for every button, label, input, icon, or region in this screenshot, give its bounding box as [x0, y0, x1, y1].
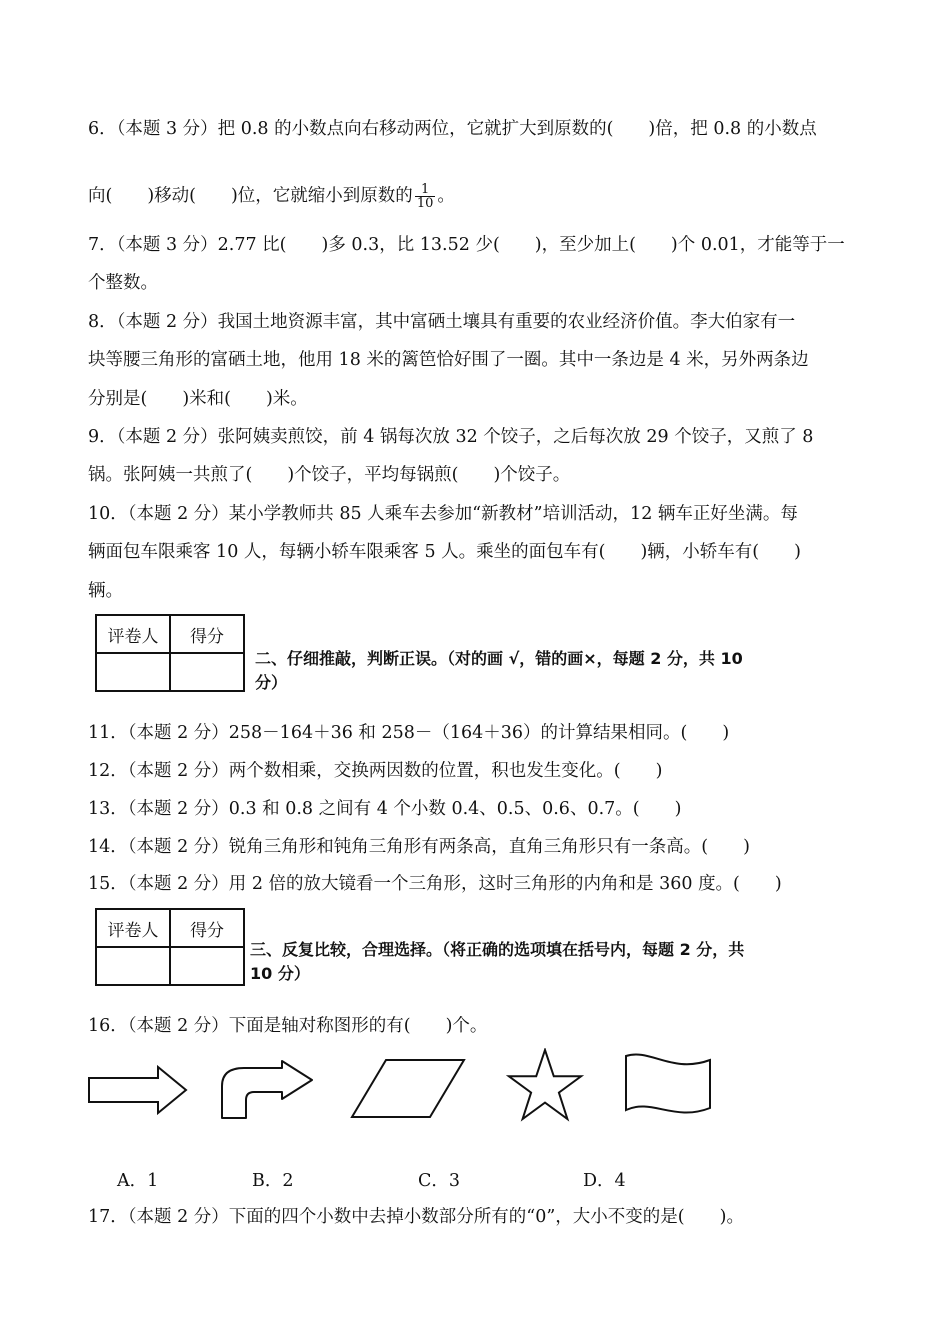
score-label: 得分	[170, 909, 244, 947]
q8-line1: 8．（本题 2 分）我国土地资源丰富，其中富硒土壤具有重要的农业经济价值。李大伯家有一	[88, 312, 796, 332]
score-cell	[170, 947, 244, 985]
score-cell	[170, 653, 244, 691]
q6-line2-end: 。	[437, 186, 455, 206]
q10-line2: 辆面包车限乘客 10 人，每辆小轿车限乘客 5 人。乘坐的面包车有( )辆，小轿车有( )	[88, 542, 801, 562]
q14: 14．（本题 2 分）锐角三角形和钝角三角形有两条高，直角三角形只有一条高。( )	[88, 837, 750, 857]
section2-title	[255, 647, 743, 695]
q12: 12．（本题 2 分）两个数相乘，交换两因数的位置，积也发生变化。( )	[88, 761, 663, 781]
q10-line1: 10．（本题 2 分）某小学教师共 85 人乘车去参加“新教材”培训活动，12 辆车正好坐满。每	[88, 504, 798, 524]
q17: 17．（本题 2 分）下面的四个小数中去掉小数部分所有的“0”，大小不变的是( )。	[88, 1207, 744, 1227]
section3-title-line1: 三、反复比较，合理选择。（将正确的选项填在括号内，每题 2 分，共	[250, 940, 745, 959]
score-table-section2	[95, 614, 245, 692]
score-label: 得分	[170, 615, 244, 653]
q7-line1: 7．（本题 3 分）2.77 比( )多 0.3，比 13.52 少( )，至少加上( )个 0.01，才能等于一	[88, 235, 845, 255]
parallelogram-shape	[350, 1058, 470, 1120]
option-b[interactable]: B．2	[252, 1171, 294, 1191]
section3-title	[250, 938, 744, 986]
arrow-right-shape	[88, 1065, 188, 1115]
grader-label: 评卷人	[96, 909, 170, 947]
option-a[interactable]: A．1	[117, 1171, 159, 1191]
fraction-denominator: 10	[416, 196, 434, 211]
option-d[interactable]: D．4	[583, 1171, 626, 1191]
q9-line2: 锅。张阿姨一共煎了( )个饺子，平均每锅煎( )个饺子。	[88, 465, 571, 485]
section3-title-line2: 10 分）	[250, 964, 310, 983]
q13: 13．（本题 2 分）0.3 和 0.8 之间有 4 个小数 0.4、0.5、0.6、0.7。( )	[88, 799, 682, 819]
q6-line2	[88, 183, 455, 210]
section2-title-line2: 分）	[255, 673, 288, 692]
option-c[interactable]: C．3	[418, 1171, 461, 1191]
score-table-section3	[95, 908, 245, 986]
grader-cell	[96, 947, 170, 985]
q16-text: 16．（本题 2 分）下面是轴对称图形的有( )个。	[88, 1016, 488, 1036]
star-shape	[505, 1048, 585, 1126]
grader-label: 评卷人	[96, 615, 170, 653]
q8-line2: 块等腰三角形的富硒土地，他用 18 米的篱笆恰好围了一圈。其中一条边是 4 米，另外两条边	[88, 350, 809, 370]
q10-line3: 辆。	[88, 581, 123, 601]
q15: 15．（本题 2 分）用 2 倍的放大镜看一个三角形，这时三角形的内角和是 360 度。( )	[88, 874, 782, 894]
u-turn-arrow-shape	[218, 1060, 318, 1122]
q9-line1: 9．（本题 2 分）张阿姨卖煎饺，前 4 锅每次放 32 个饺子，之后每次放 29 个饺子，又煎了 8	[88, 427, 814, 447]
q8-line3: 分别是( )米和( )米。	[88, 389, 308, 409]
q6-line1: 6．（本题 3 分）把 0.8 的小数点向右移动两位，它就扩大到原数的( )倍，把 0.8 的小数点	[88, 119, 817, 139]
fraction-numerator: 1	[415, 183, 436, 197]
q7-line2: 个整数。	[88, 273, 158, 293]
flag-shape	[622, 1050, 714, 1120]
section2-title-line1: 二、仔细推敲，判断正误。（对的画 √，错的画×，每题 2 分，共 10	[255, 649, 743, 668]
fraction-one-tenth	[415, 183, 436, 210]
grader-cell	[96, 653, 170, 691]
q6-line2-text: 向( )移动( )位，它就缩小到原数的	[88, 186, 413, 206]
q11: 11．（本题 2 分）258－164＋36 和 258－（164＋36）的计算结果相同。( )	[88, 723, 730, 743]
